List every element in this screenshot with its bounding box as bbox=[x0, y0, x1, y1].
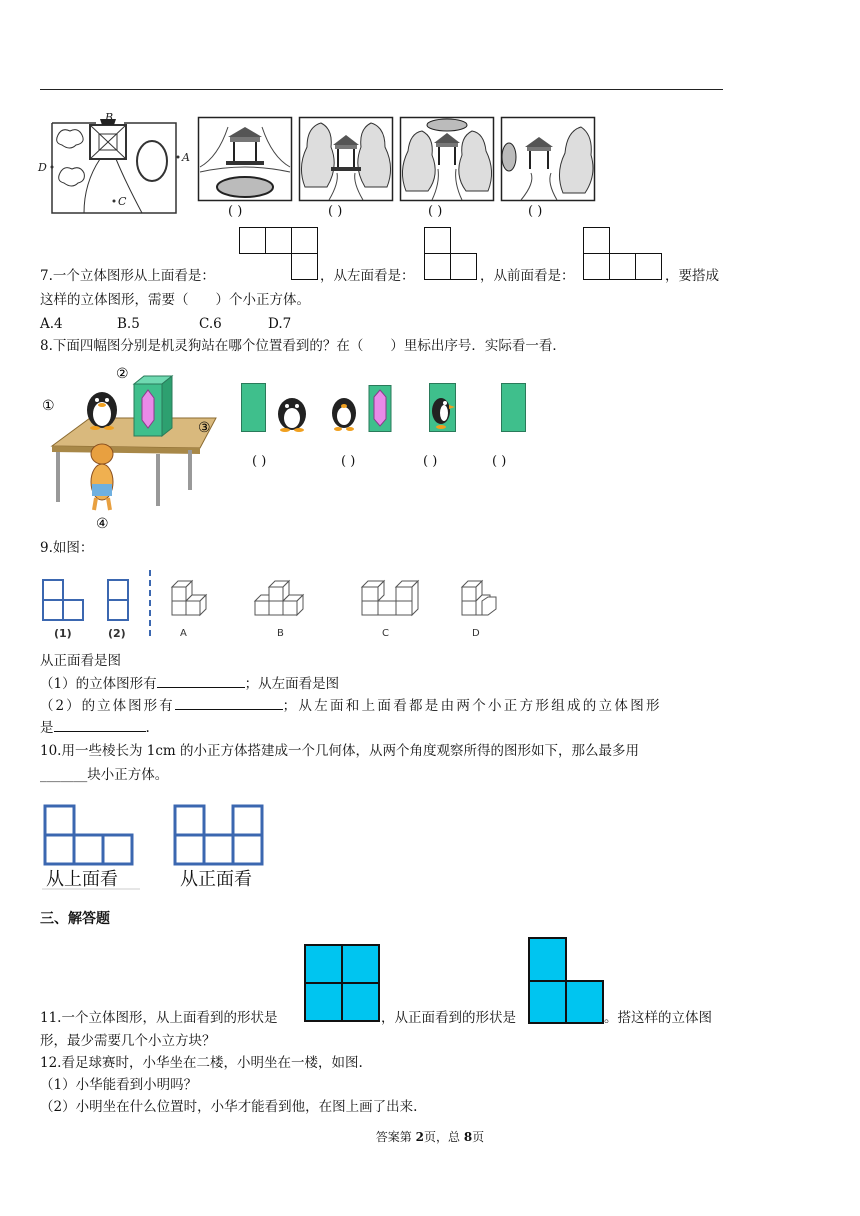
q11-text-a: 11.一个立体图形，从上面看到的形状是 bbox=[40, 1010, 278, 1026]
q7-option-d[interactable]: D.7 bbox=[268, 316, 292, 332]
view-picture-4 bbox=[501, 117, 595, 201]
q11-text-b: ，从正面看到的形状是 bbox=[381, 1010, 516, 1026]
footer-suffix: 页 bbox=[472, 1130, 485, 1144]
q9-view-2 bbox=[107, 579, 131, 623]
q6-answer-paren-2[interactable]: ( ) bbox=[328, 204, 343, 219]
map-label-d: D bbox=[38, 161, 47, 174]
q8-answer-paren-3[interactable]: ( ) bbox=[423, 454, 438, 469]
q9-line4 bbox=[40, 717, 150, 738]
q7-text-line2: 这样的立体图形，需要（ ）个小正方体。 bbox=[40, 292, 310, 308]
q9-label-c: C bbox=[382, 628, 389, 639]
q9-label-d: D bbox=[472, 628, 480, 639]
q9-answer-blank-1[interactable] bbox=[157, 673, 245, 688]
q9-line2-a: （1）的立体图形有 bbox=[40, 676, 157, 692]
q9-line3-b: ；从左面和上面看都是由两个小正方形组成的立体图形 bbox=[282, 698, 662, 714]
q10-label-front: 从正面看 bbox=[180, 869, 252, 890]
q6-answer-paren-1[interactable]: ( ) bbox=[228, 204, 243, 219]
q10-top-view-figure bbox=[42, 803, 142, 891]
q9-label-1: (1) bbox=[54, 627, 72, 640]
view-picture-3 bbox=[400, 117, 494, 201]
view-picture-1 bbox=[198, 117, 292, 201]
map-label-c: C bbox=[118, 195, 127, 208]
q9-line3-a: （2）的立体图形有 bbox=[40, 698, 175, 714]
page-footer bbox=[0, 1128, 860, 1145]
q9-text: 9.如图： bbox=[40, 540, 94, 556]
q6-answer-paren-4[interactable]: ( ) bbox=[528, 204, 543, 219]
position-label-3: ③ bbox=[198, 420, 211, 436]
footer-prefix: 答案第 bbox=[375, 1130, 416, 1144]
q7-left-view-figure bbox=[424, 227, 480, 282]
q9-view-1 bbox=[42, 579, 86, 623]
q9-answer-blank-3[interactable] bbox=[54, 717, 146, 732]
q9-solid-d bbox=[460, 575, 508, 625]
view-picture-2 bbox=[299, 117, 393, 201]
header-rule bbox=[40, 89, 723, 90]
q9-solid-c bbox=[360, 575, 422, 625]
scene-map-figure bbox=[38, 111, 190, 215]
q11-text-c: 。搭这样的立体图 bbox=[604, 1010, 712, 1026]
section-3-title: 三、解答题 bbox=[40, 911, 110, 927]
q9-line1: 从正面看是图 bbox=[40, 653, 121, 669]
q6-answer-paren-3[interactable]: ( ) bbox=[428, 204, 443, 219]
q7-option-c[interactable]: C.6 bbox=[199, 316, 222, 332]
q9-divider bbox=[148, 570, 152, 638]
q9-solid-a bbox=[170, 575, 214, 625]
q9-label-a: A bbox=[180, 628, 187, 639]
position-label-1: ① bbox=[42, 398, 55, 414]
map-label-a: A bbox=[182, 151, 190, 164]
q8-view-a-prism bbox=[241, 383, 267, 433]
map-label-b: B bbox=[105, 111, 114, 124]
q8-scene-figure bbox=[40, 362, 220, 532]
q9-line4-a: 是 bbox=[40, 720, 54, 736]
q8-text: 8.下面四幅图分别是机灵狗站在哪个位置看到的？在（ ）里标出序号．实际看一看． bbox=[40, 338, 566, 354]
q9-answer-blank-2[interactable] bbox=[175, 695, 283, 710]
q9-solid-b bbox=[253, 575, 313, 625]
q7-option-a[interactable]: A.4 bbox=[40, 316, 63, 332]
q8-view-c-penguin-prism bbox=[329, 385, 399, 433]
q7-text-part4: ，要搭成 bbox=[665, 268, 719, 284]
q9-line2 bbox=[40, 673, 339, 694]
q9-label-b: B bbox=[277, 628, 284, 639]
q9-label-2: (2) bbox=[108, 627, 126, 640]
q7-text-part3: ，从前面看是： bbox=[480, 268, 575, 284]
q10-front-view-figure bbox=[172, 803, 264, 891]
q8-answer-paren-4[interactable]: ( ) bbox=[492, 454, 507, 469]
footer-middle: 页，总 bbox=[423, 1130, 464, 1144]
q12-line2: （1）小华能看到小明吗？ bbox=[40, 1077, 198, 1093]
position-label-2: ② bbox=[116, 366, 129, 382]
footer-total-pages: 8 bbox=[463, 1130, 473, 1144]
q7-text-part2: ，从左面看是： bbox=[320, 268, 415, 284]
q10-line1: 10.用一些棱长为 1cm 的小正方体搭建成一个几何体，从两个角度观察所得的图形如下，那么最多用 bbox=[40, 743, 640, 759]
q10-line2[interactable]: _______块小正方体。 bbox=[40, 767, 169, 783]
q8-answer-paren-2[interactable]: ( ) bbox=[341, 454, 356, 469]
q12-line1: 12.看足球赛时，小华坐在二楼，小明坐在一楼，如图. bbox=[40, 1055, 363, 1071]
q12-line3: （2）小明坐在什么位置时，小华才能看到他，在图上画了出来. bbox=[40, 1099, 418, 1115]
q11-front-view-figure bbox=[528, 937, 604, 1025]
q7-top-view-figure bbox=[239, 227, 319, 282]
q9-line3 bbox=[40, 695, 662, 716]
q10-label-top: 从上面看 bbox=[46, 869, 118, 890]
q7-option-b[interactable]: B.5 bbox=[117, 316, 140, 332]
q9-line4-b: . bbox=[145, 720, 150, 736]
footer-page-number: 2 bbox=[415, 1130, 424, 1144]
q11-top-view-figure bbox=[304, 944, 380, 1024]
q11-line2: 形，最少需要几个小立方块？ bbox=[40, 1033, 216, 1049]
position-label-4: ④ bbox=[96, 516, 109, 532]
q7-text-part1: 7.一个立体图形从上面看是： bbox=[40, 268, 215, 284]
q8-view-b-penguin bbox=[275, 395, 309, 433]
q8-view-e-prism bbox=[501, 383, 527, 433]
q8-answer-paren-1[interactable]: ( ) bbox=[252, 454, 267, 469]
q9-line2-b: ；从左面看是图 bbox=[244, 676, 340, 692]
q8-view-d-prism-penguin bbox=[429, 383, 459, 433]
q7-front-view-figure bbox=[583, 227, 665, 282]
